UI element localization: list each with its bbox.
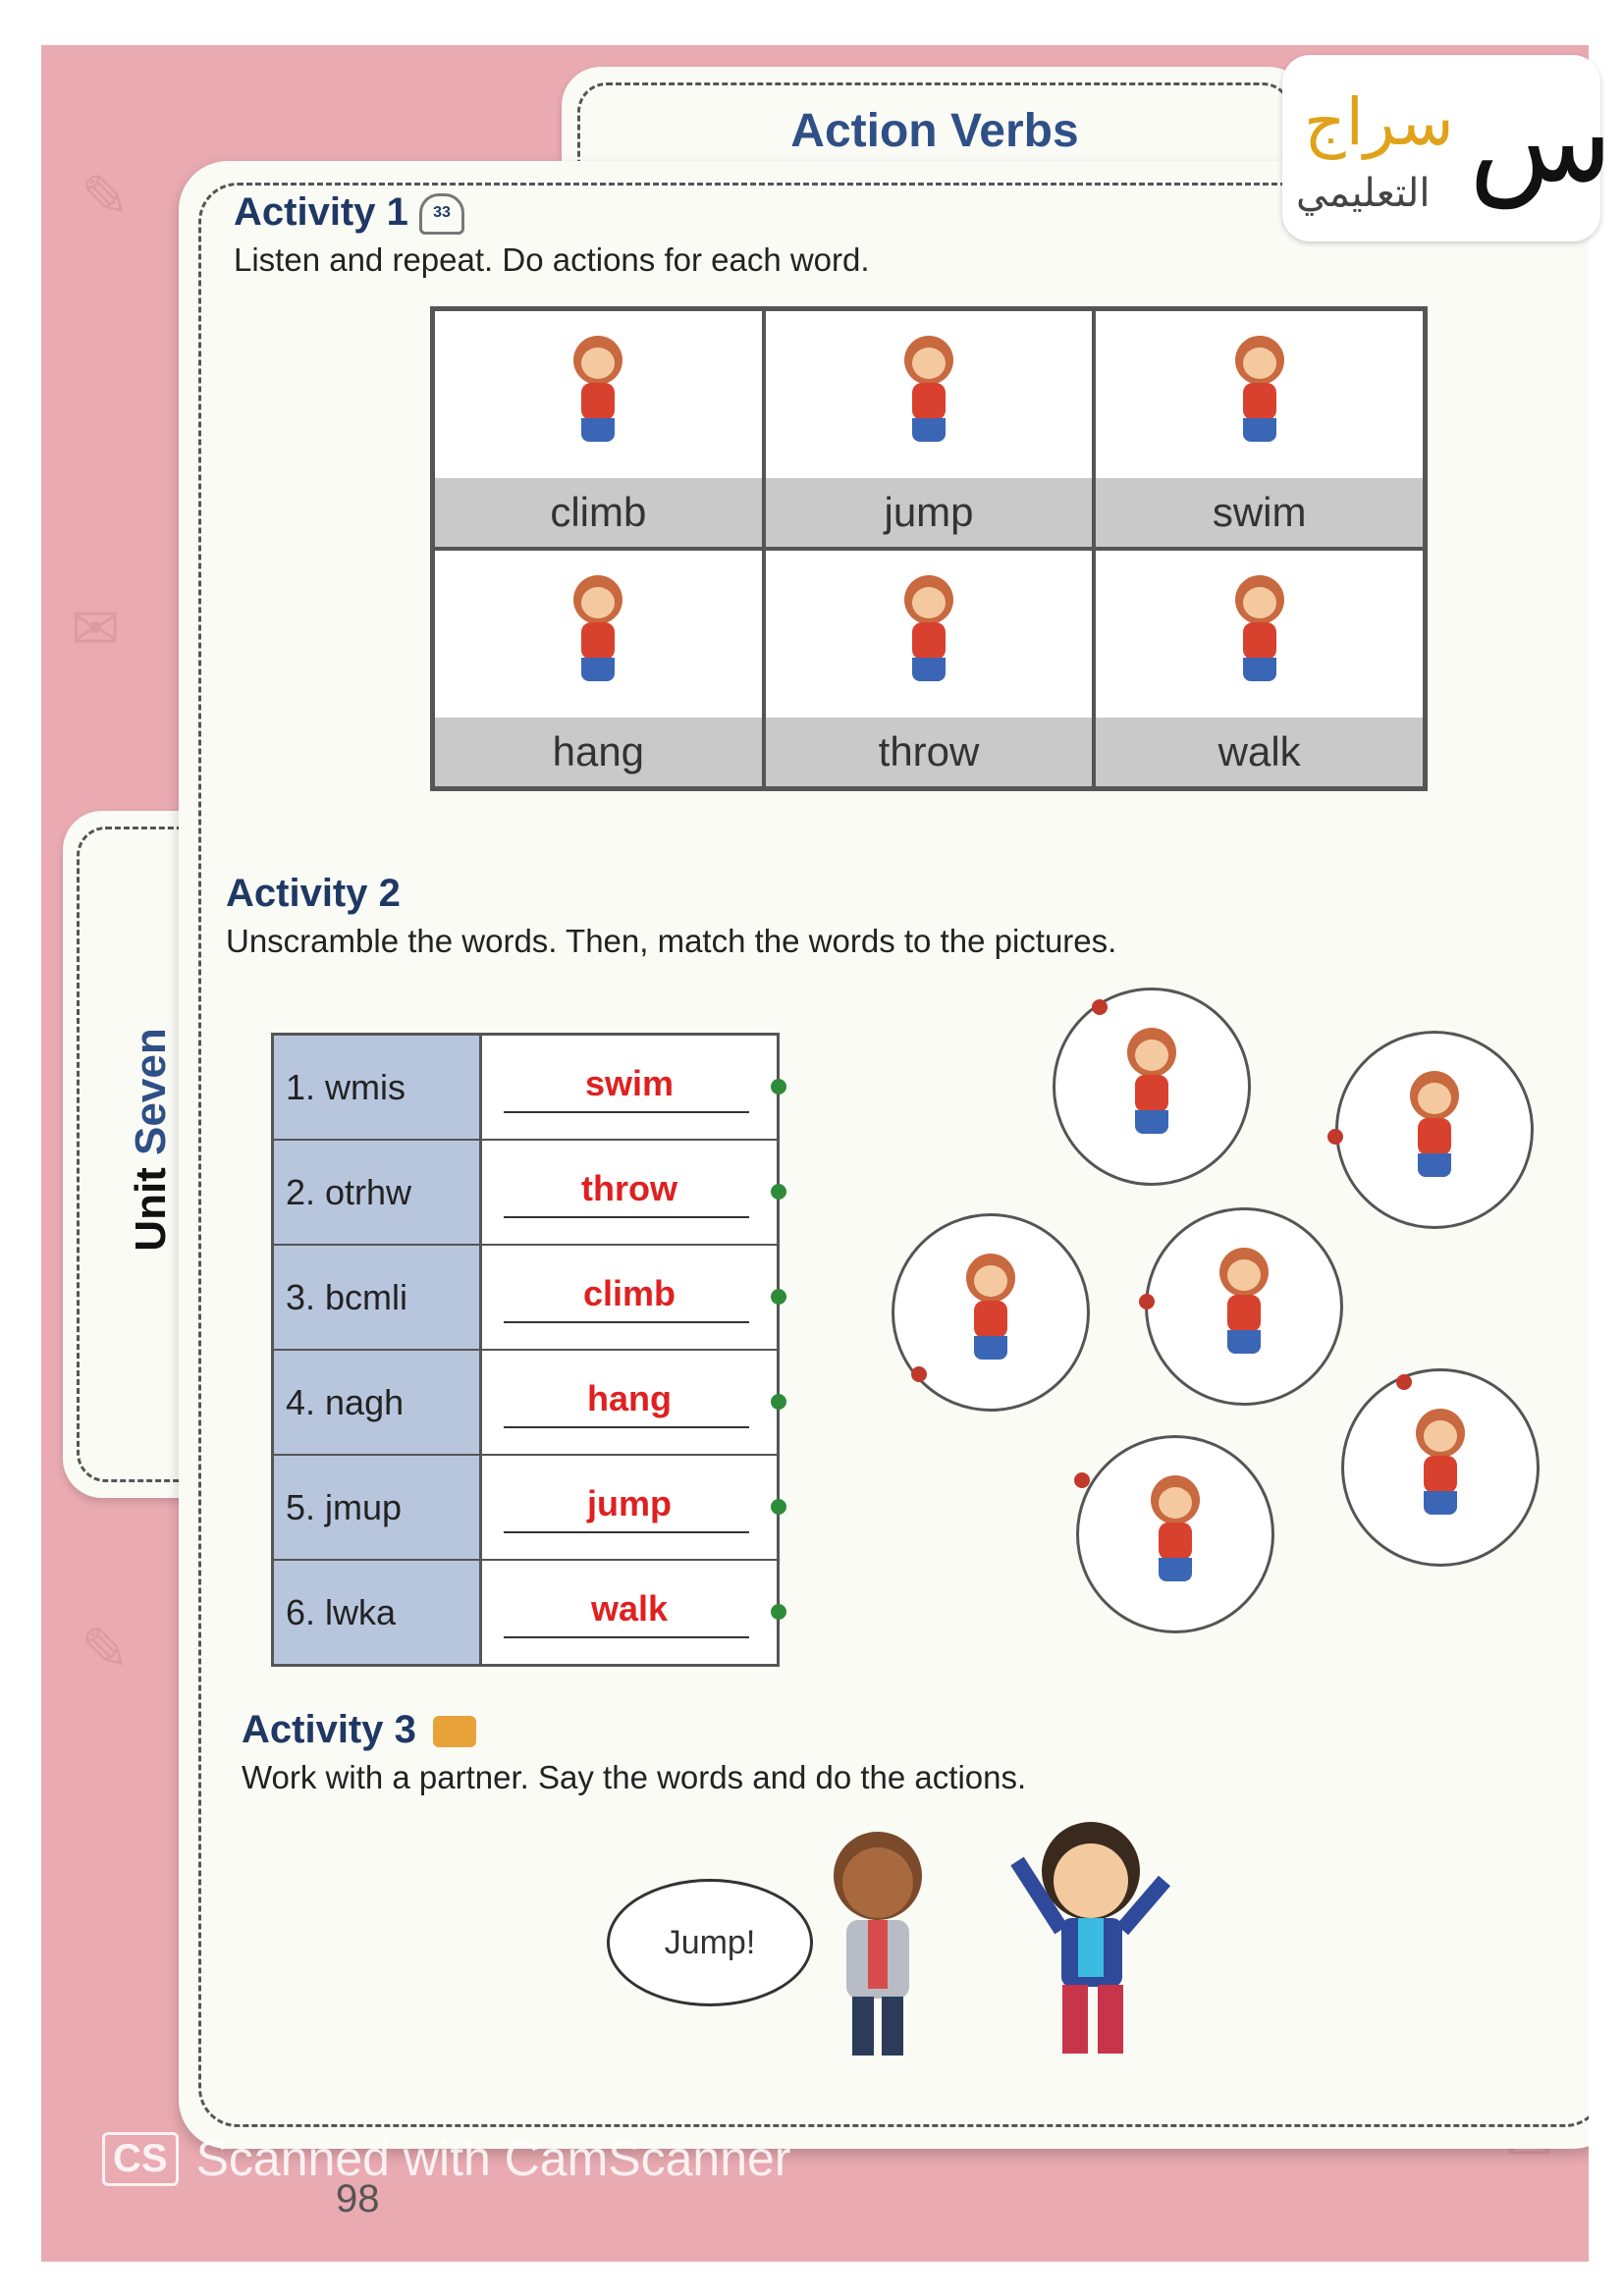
activity2-heading: Activity 2 xyxy=(226,872,401,915)
answer-cell[interactable] xyxy=(482,1036,777,1139)
table-row xyxy=(274,1036,777,1141)
monkey-climb-image xyxy=(435,311,762,478)
table-row xyxy=(274,1351,777,1456)
match-dot[interactable] xyxy=(771,1184,786,1200)
answer-text: jump xyxy=(587,1483,672,1523)
activity2-instruction: Unscramble the words. Then, match the words to the pictures. xyxy=(226,923,1117,959)
doodle-icon: ✉ xyxy=(71,595,121,664)
monkey-jump-image xyxy=(766,311,1093,478)
scrambled-word: 3. bcmli xyxy=(274,1246,482,1349)
activity3-heading: Activity 3 xyxy=(242,1708,476,1752)
answer-text: hang xyxy=(587,1378,672,1418)
vocab-label: jump xyxy=(766,478,1093,547)
match-dot[interactable] xyxy=(911,1366,927,1382)
activity1-instruction: Listen and repeat. Do actions for each word. xyxy=(234,241,870,278)
vocab-label: swim xyxy=(1096,478,1423,547)
logo-subtext: التعليمي xyxy=(1296,171,1431,216)
vocab-cell xyxy=(764,309,1095,549)
scrambled-word: 1. wmis xyxy=(274,1036,482,1139)
table-row xyxy=(274,1561,777,1664)
answer-cell[interactable] xyxy=(482,1351,777,1454)
picture-circle-walk[interactable] xyxy=(1076,1435,1274,1633)
doodle-icon: ✎ xyxy=(81,1616,131,1684)
picture-circle-climb[interactable] xyxy=(1053,988,1251,1186)
vocab-cell xyxy=(433,309,764,549)
watermark-text: Scanned with CamScanner xyxy=(195,2131,791,2186)
match-dot[interactable] xyxy=(1139,1294,1155,1309)
monkey-walk-image xyxy=(1096,551,1423,718)
vocab-label: walk xyxy=(1096,718,1423,786)
siraj-logo xyxy=(1282,55,1613,241)
scrambled-word: 2. otrhw xyxy=(274,1141,482,1244)
match-dot[interactable] xyxy=(771,1499,786,1515)
activity3-instruction: Work with a partner. Say the words and do the actions. xyxy=(242,1759,1027,1795)
unscramble-table xyxy=(271,1033,780,1667)
match-dot[interactable] xyxy=(1396,1374,1412,1390)
picture-circle-throw[interactable] xyxy=(1341,1368,1540,1567)
answer-text: climb xyxy=(582,1273,676,1313)
logo-text: سراج xyxy=(1304,84,1454,160)
boy-standing-image xyxy=(809,1822,947,2067)
match-dot[interactable] xyxy=(1074,1472,1090,1488)
match-dot[interactable] xyxy=(771,1289,786,1305)
monkey-swim-image xyxy=(1096,311,1423,478)
match-dot[interactable] xyxy=(771,1394,786,1410)
unit-label: Unit Seven xyxy=(127,1028,175,1252)
audio-icon: 33 xyxy=(419,193,464,235)
camscanner-icon: CS xyxy=(102,2132,179,2186)
pink-background xyxy=(41,45,1589,2262)
boy-jumping-image xyxy=(1007,1802,1174,2087)
match-dot[interactable] xyxy=(1327,1129,1343,1145)
vocab-label: climb xyxy=(435,478,762,547)
table-row xyxy=(274,1246,777,1351)
vocab-label: throw xyxy=(766,718,1093,786)
table-row xyxy=(274,1141,777,1246)
answer-text: walk xyxy=(590,1588,669,1629)
monkey-hang-image xyxy=(435,551,762,718)
answer-cell[interactable] xyxy=(482,1561,777,1664)
vocab-cell xyxy=(433,549,764,788)
speech-bubble: Jump! xyxy=(607,1879,813,2006)
answer-text: swim xyxy=(584,1063,675,1103)
scrambled-word: 4. nagh xyxy=(274,1351,482,1454)
vocabulary-grid xyxy=(430,306,1428,791)
answer-cell[interactable] xyxy=(482,1456,777,1559)
page-number: 98 xyxy=(336,2177,380,2220)
picture-circle-swim[interactable] xyxy=(1145,1207,1343,1406)
match-dot[interactable] xyxy=(1092,999,1108,1015)
monkey-throw-image xyxy=(766,551,1093,718)
picture-circle-jump[interactable] xyxy=(1335,1031,1534,1229)
picture-circle-hang[interactable] xyxy=(892,1213,1090,1412)
match-dot[interactable] xyxy=(771,1604,786,1620)
vocab-cell xyxy=(764,549,1095,788)
camscanner-watermark xyxy=(102,2130,790,2187)
answer-cell[interactable] xyxy=(482,1246,777,1349)
answer-cell[interactable] xyxy=(482,1141,777,1244)
answer-text: throw xyxy=(581,1168,677,1208)
logo-calligraphy: س xyxy=(1469,73,1613,209)
doodle-icon: ✎ xyxy=(81,163,131,232)
vocab-cell xyxy=(1094,309,1425,549)
scrambled-word: 5. jmup xyxy=(274,1456,482,1559)
scrambled-word: 6. lwka xyxy=(274,1561,482,1664)
activity1-heading: Activity 1 33 xyxy=(234,190,464,235)
vocab-cell xyxy=(1094,549,1425,788)
page-title: Action Verbs xyxy=(790,105,1079,157)
speech-bubble-icon xyxy=(433,1716,476,1747)
table-row xyxy=(274,1456,777,1561)
match-dot[interactable] xyxy=(771,1079,786,1095)
vocab-label: hang xyxy=(435,718,762,786)
